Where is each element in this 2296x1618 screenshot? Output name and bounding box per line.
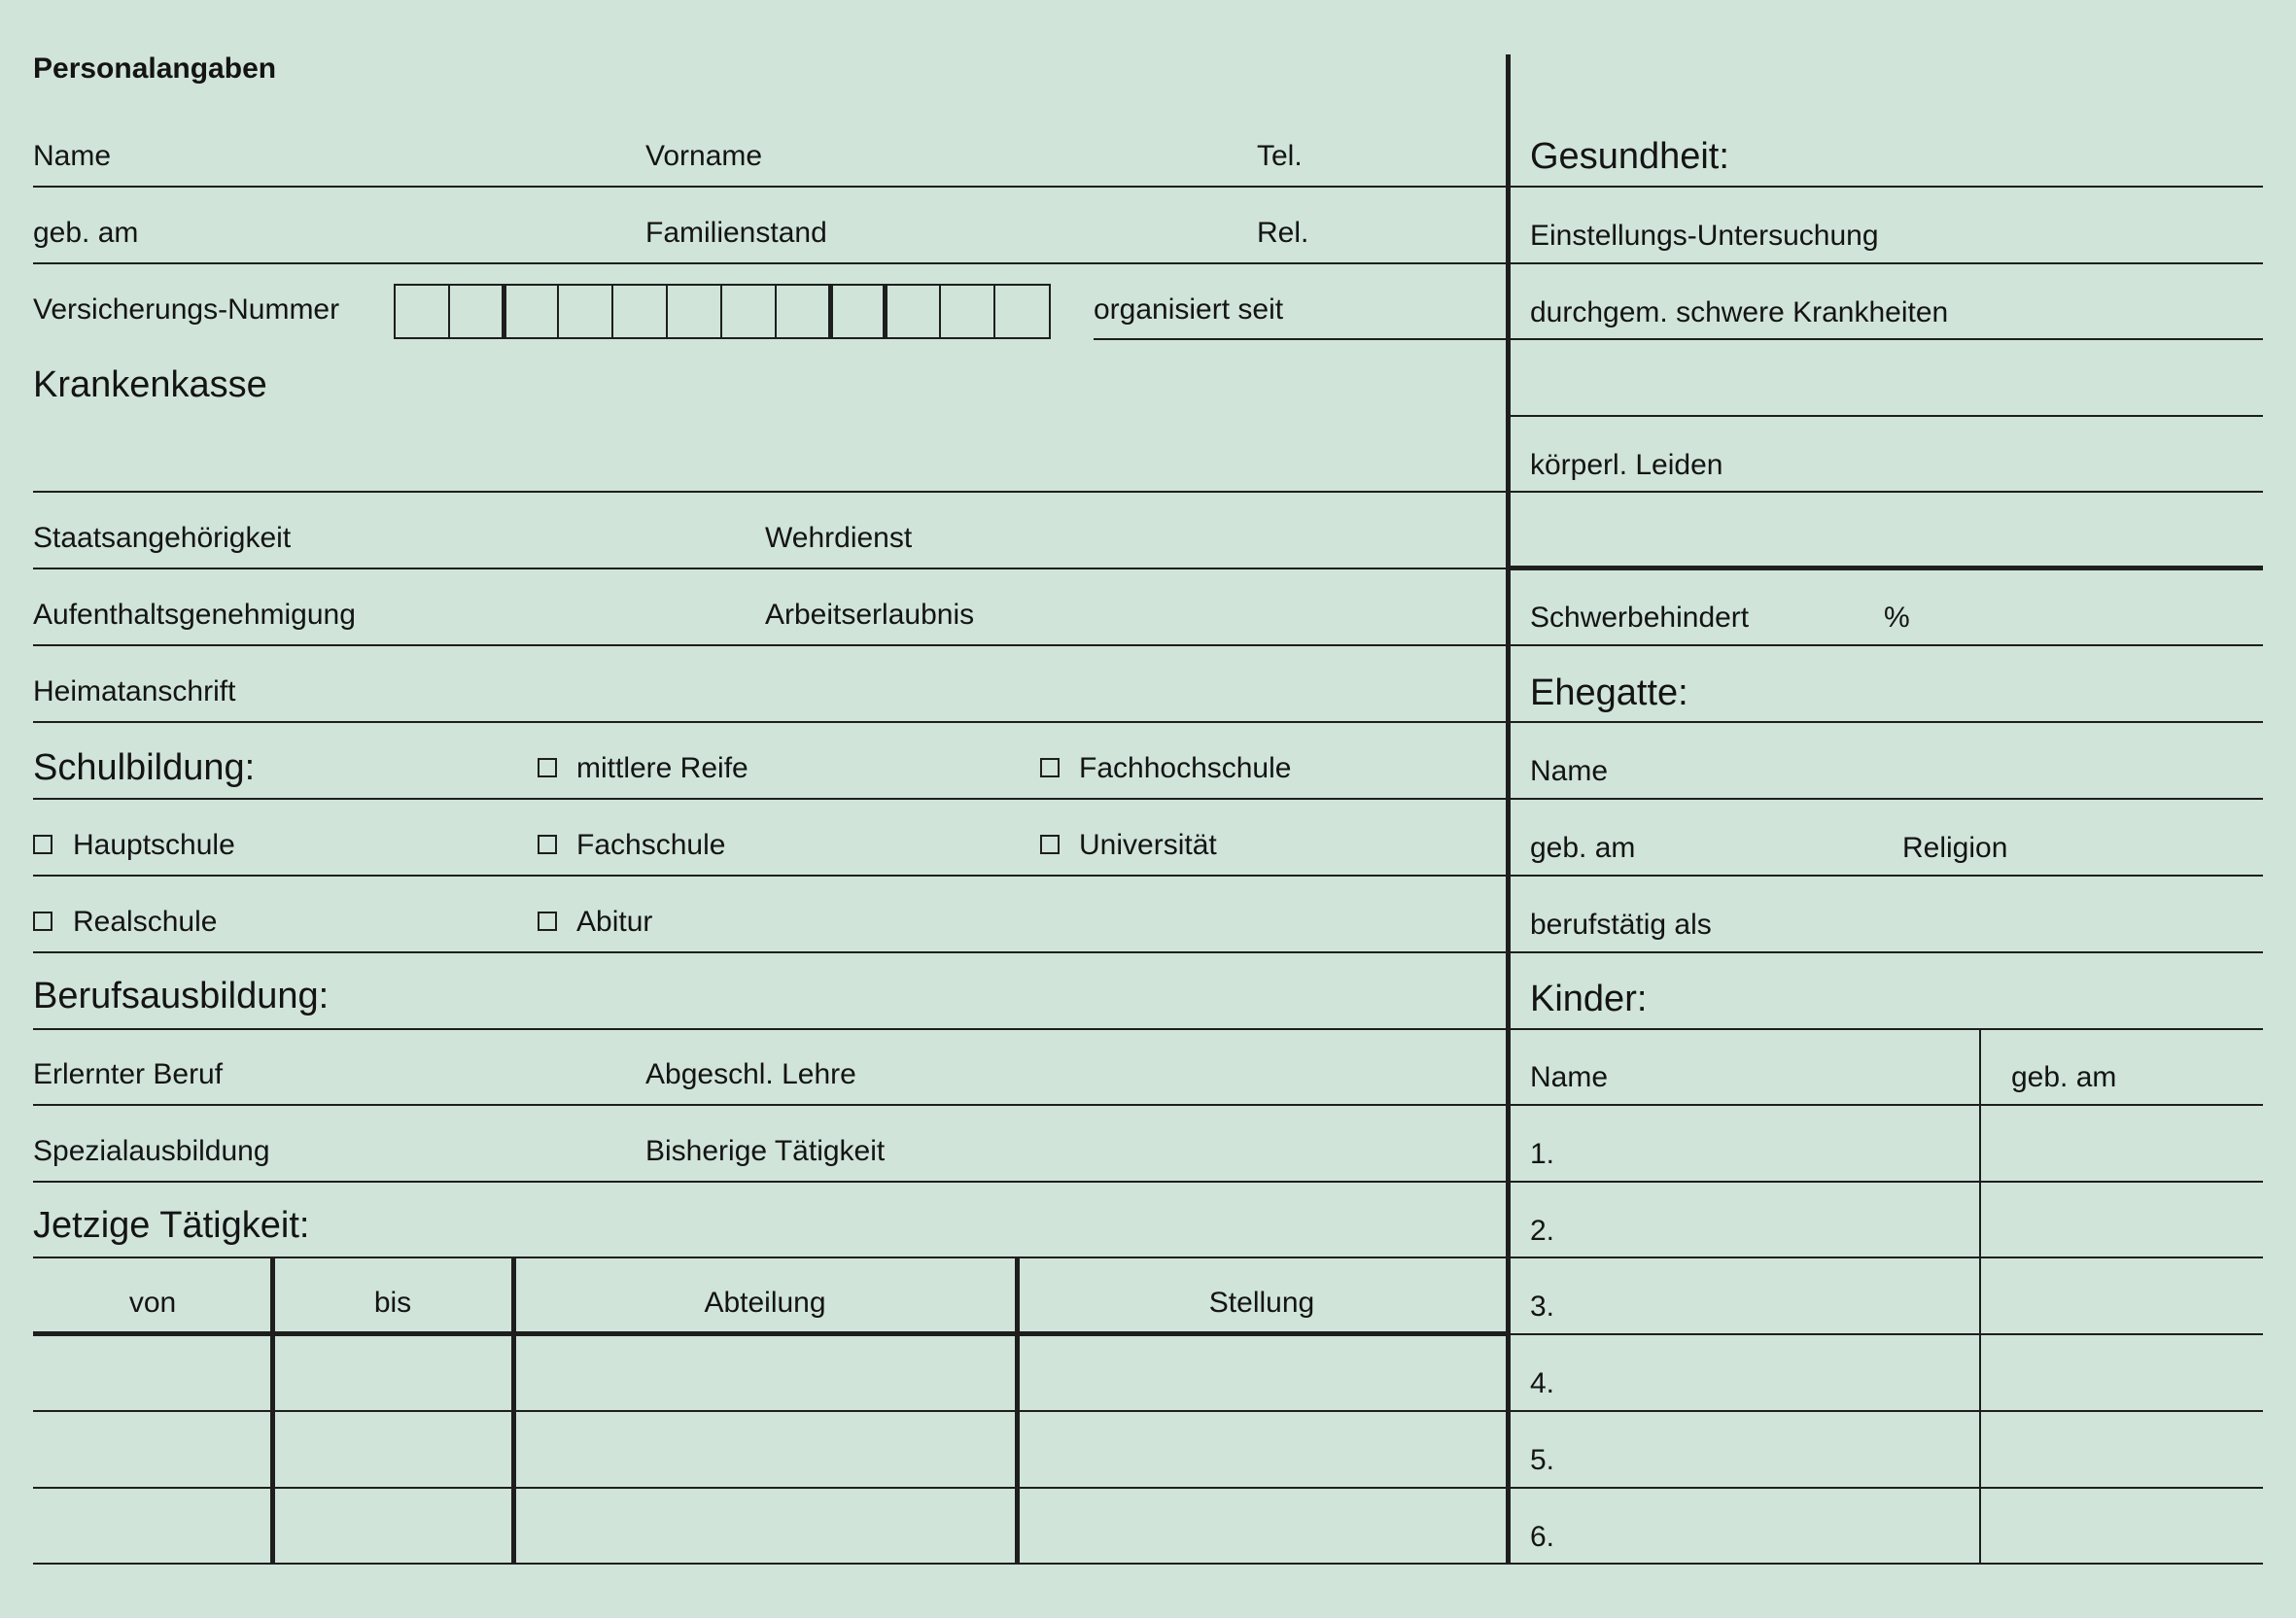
ehegatte-title: Ehegatte:	[1530, 672, 1688, 713]
staats-line	[33, 568, 1509, 569]
kinder-row-line	[1509, 1257, 2263, 1258]
beruf-line-1	[33, 1028, 1509, 1030]
vs-divider	[448, 286, 450, 337]
r-line-2	[1509, 262, 2263, 264]
name-label: Name	[33, 140, 112, 172]
organisiert-line	[1094, 338, 1509, 340]
vs-divider	[611, 286, 613, 337]
staatsangehoerigkeit-label: Staatsangehörigkeit	[33, 522, 292, 554]
krankheiten-label: durchgem. schwere Krankheiten	[1530, 296, 1949, 328]
vs-divider	[828, 286, 833, 337]
col-stellung: Stellung	[1208, 1287, 1315, 1319]
wehrdienst-label: Wehrdienst	[765, 522, 913, 554]
percent-label: %	[1884, 602, 1910, 634]
checkbox-fachschule[interactable]	[538, 835, 557, 854]
kinder-title: Kinder:	[1530, 979, 1648, 1019]
r-line-6	[1509, 644, 2263, 646]
table-col-divider	[1015, 1257, 1020, 1565]
bisherige-taetigkeit-label: Bisherige Tätigkeit	[645, 1135, 886, 1167]
heimatanschrift-label: Heimatanschrift	[33, 675, 236, 707]
checkbox-universitaet[interactable]	[1040, 835, 1060, 854]
kinder-row-number: 4.	[1530, 1367, 1555, 1399]
r-line-10	[1509, 951, 2263, 953]
versicherungs-nummer-label: Versicherungs-Nummer	[33, 293, 340, 326]
kinder-row-line	[1509, 1563, 2263, 1565]
beruf-line-3	[33, 1181, 1509, 1183]
fachhochschule-label: Fachhochschule	[1079, 752, 1292, 784]
kinder-row-number: 3.	[1530, 1291, 1555, 1323]
r-line-8	[1509, 798, 2263, 800]
fachschule-label: Fachschule	[576, 829, 726, 861]
schul-line-2	[33, 875, 1509, 877]
vorname-label: Vorname	[645, 140, 763, 172]
kinder-geb-am-header: geb. am	[2011, 1061, 2117, 1093]
table-col-divider	[511, 1257, 516, 1565]
organisiert-seit-label: organisiert seit	[1094, 293, 1284, 326]
kinder-row-line	[1509, 1181, 2263, 1183]
kinder-row-line	[1509, 1410, 2263, 1412]
checkbox-hauptschule[interactable]	[33, 835, 52, 854]
r-line-1	[1509, 186, 2263, 188]
koerperl-leiden-label: körperl. Leiden	[1530, 449, 1723, 481]
checkbox-realschule[interactable]	[33, 912, 52, 931]
realschule-label: Realschule	[73, 906, 218, 938]
checkbox-fachhochschule[interactable]	[1040, 758, 1060, 777]
ehegatte-geb-am-label: geb. am	[1530, 832, 1636, 864]
versicherungs-nummer-boxes[interactable]	[394, 284, 1051, 339]
vs-divider	[720, 286, 722, 337]
religion-label: Religion	[1902, 832, 2008, 864]
table-row-line	[33, 1487, 1509, 1489]
r-line-7	[1509, 721, 2263, 723]
col-bis: bis	[373, 1287, 412, 1319]
r-line-3	[1509, 338, 2263, 340]
mittlere-reife-label: mittlere Reife	[576, 752, 748, 784]
geb-row-line	[33, 262, 1509, 264]
table-bottom-line	[33, 1563, 1509, 1565]
einstellungs-untersuchung-label: Einstellungs-Untersuchung	[1530, 220, 1879, 252]
table-row-line	[33, 1410, 1509, 1412]
vs-divider	[775, 286, 777, 337]
abgeschl-lehre-label: Abgeschl. Lehre	[645, 1058, 856, 1090]
kinder-row-number: 2.	[1530, 1215, 1555, 1247]
schwerbehindert-label: Schwerbehindert	[1530, 602, 1750, 634]
aufenthalt-line	[33, 644, 1509, 646]
schul-line-1	[33, 798, 1509, 800]
vs-divider	[939, 286, 941, 337]
jetzige-taetigkeit-title: Jetzige Tätigkeit:	[33, 1205, 310, 1246]
abitur-label: Abitur	[576, 906, 653, 938]
vs-divider	[502, 286, 506, 337]
berufsausbildung-title: Berufsausbildung:	[33, 976, 330, 1016]
krankenkasse-label: Krankenkasse	[33, 364, 267, 405]
r-line-5	[1509, 491, 2263, 493]
gesundheit-title: Gesundheit:	[1530, 136, 1729, 177]
jetzige-line	[33, 1257, 1509, 1258]
kinder-row-number: 5.	[1530, 1444, 1555, 1476]
arbeitserlaubnis-label: Arbeitserlaubnis	[765, 599, 975, 631]
r-line-4	[1509, 415, 2263, 417]
checkbox-mittlere-reife[interactable]	[538, 758, 557, 777]
aufenthaltsgenehmigung-label: Aufenthaltsgenehmigung	[33, 599, 356, 631]
col-abteilung: Abteilung	[704, 1287, 826, 1319]
vs-divider	[557, 286, 559, 337]
kinder-row-number: 1.	[1530, 1138, 1555, 1170]
schulbildung-title: Schulbildung:	[33, 747, 256, 788]
tel-label: Tel.	[1257, 140, 1303, 172]
kinder-name-header: Name	[1530, 1061, 1609, 1093]
rel-label: Rel.	[1257, 217, 1309, 249]
r-line-11	[1509, 1028, 2263, 1030]
berufstaetig-als-label: berufstätig als	[1530, 909, 1712, 941]
name-row-line	[33, 186, 1509, 188]
kinder-row-number: 6.	[1530, 1521, 1555, 1553]
kinder-row-line	[1509, 1333, 2263, 1335]
vs-divider	[883, 286, 887, 337]
erlernter-beruf-label: Erlernter Beruf	[33, 1058, 224, 1090]
checkbox-abitur[interactable]	[538, 912, 557, 931]
table-col-divider	[270, 1257, 275, 1565]
kinder-header-line	[1509, 1104, 2263, 1106]
table-header-line	[33, 1331, 1509, 1336]
kinder-col-divider	[1979, 1028, 1981, 1565]
familienstand-label: Familienstand	[645, 217, 827, 249]
r-line-thick	[1509, 566, 2263, 570]
vs-divider	[993, 286, 995, 337]
center-divider	[1506, 54, 1511, 1565]
vs-divider	[666, 286, 668, 337]
geb-am-label: geb. am	[33, 217, 139, 249]
schul-line-3	[33, 951, 1509, 953]
form-title: Personalangaben	[33, 52, 277, 85]
krankenkasse-line	[33, 491, 1509, 493]
r-line-9	[1509, 875, 2263, 877]
kinder-row-line	[1509, 1487, 2263, 1489]
universitaet-label: Universität	[1079, 829, 1217, 861]
ehegatte-name-label: Name	[1530, 755, 1609, 787]
hauptschule-label: Hauptschule	[73, 829, 235, 861]
heimat-line	[33, 721, 1509, 723]
col-von: von	[128, 1287, 177, 1319]
spezialausbildung-label: Spezialausbildung	[33, 1135, 270, 1167]
beruf-line-2	[33, 1104, 1509, 1106]
